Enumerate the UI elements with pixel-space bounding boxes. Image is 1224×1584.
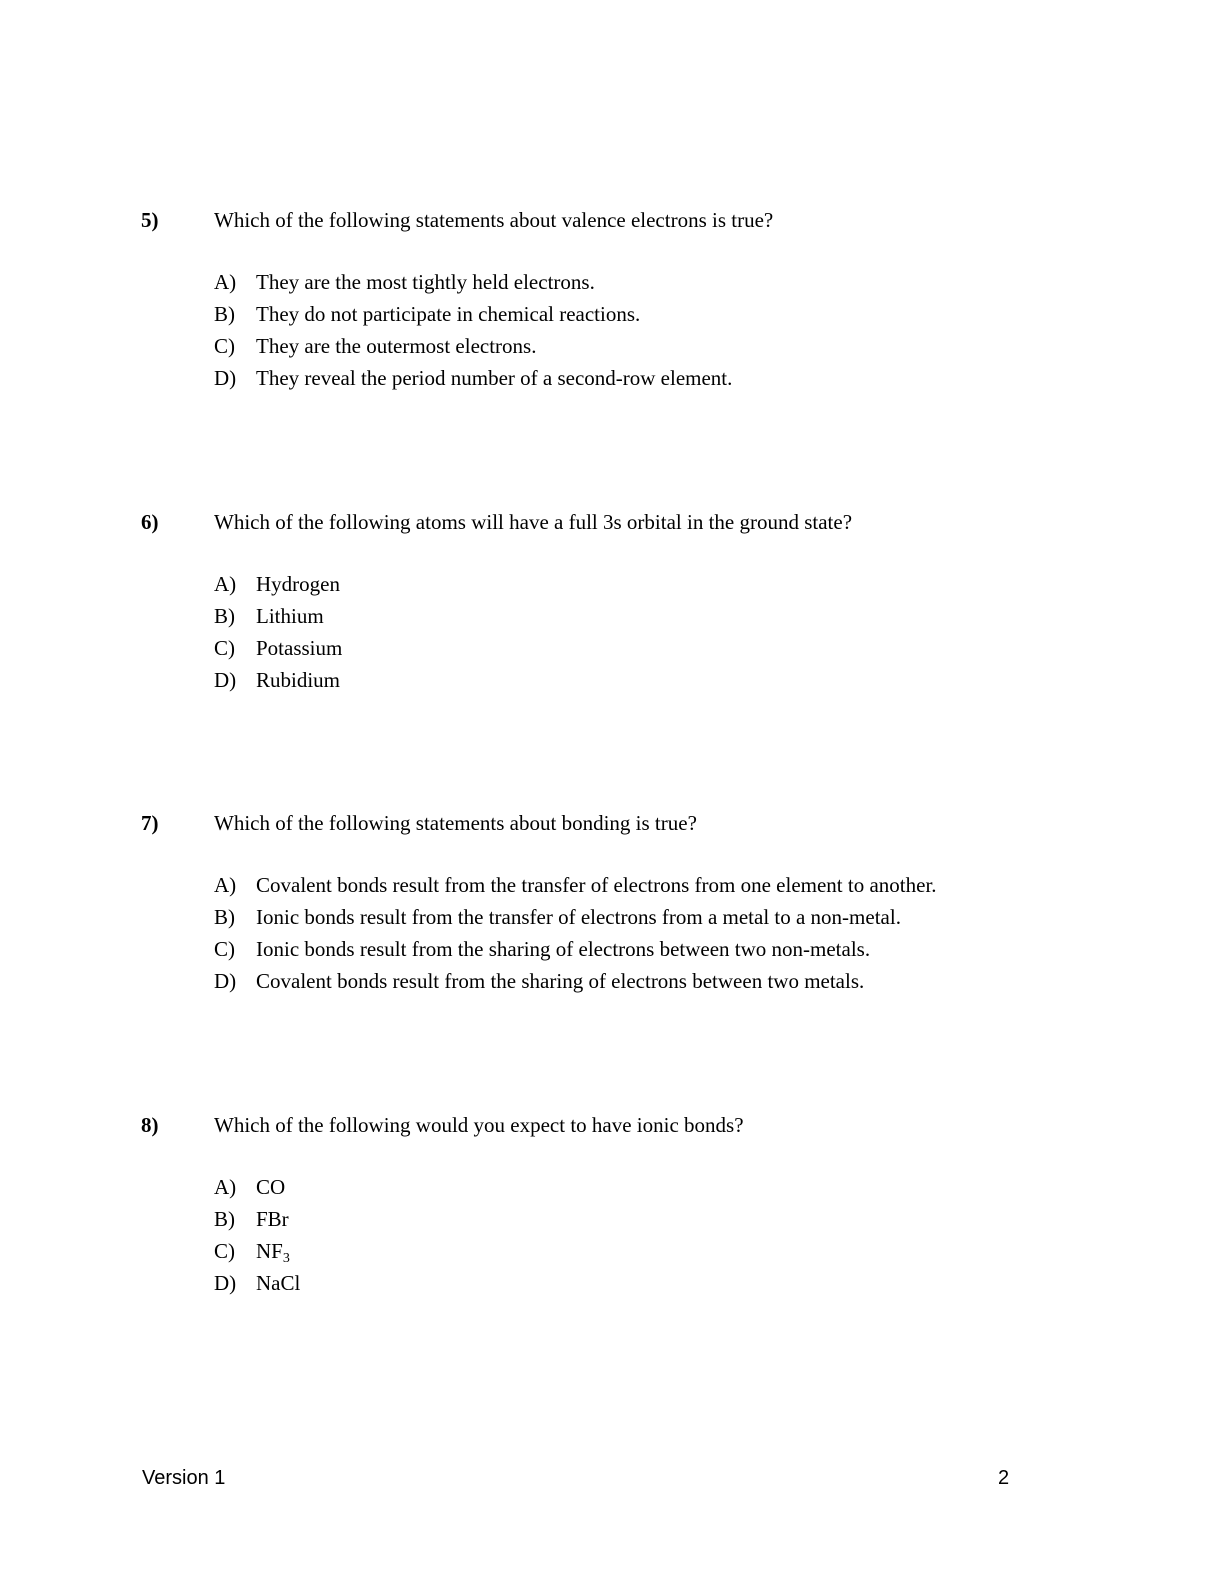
option-letter: B) [214, 1207, 235, 1231]
formula-subscript: 3 [282, 1251, 290, 1266]
question-text: Which of the following statements about bonding is true? [214, 811, 697, 835]
option-text: NaCl [256, 1271, 301, 1295]
option-letter: C) [214, 636, 235, 660]
question-number: 7) [141, 811, 159, 835]
question-text: Which of the following atoms will have a full 3s orbital in the ground state? [214, 510, 853, 534]
option-text: Covalent bonds result from the transfer of electrons from one element to another. [256, 873, 937, 897]
option-text: They are the outermost electrons. [256, 334, 537, 358]
question-number: 6) [141, 510, 159, 534]
option-letter: A) [214, 873, 237, 897]
option-text [256, 1239, 290, 1267]
option-letter: D) [214, 1271, 237, 1295]
option-text: Hydrogen [256, 572, 340, 596]
option-letter: C) [214, 334, 235, 358]
option-letter: A) [214, 572, 237, 596]
question-number: 5) [141, 208, 159, 232]
question-text: Which of the following would you expect to have ionic bonds? [214, 1113, 744, 1137]
option-text: Covalent bonds result from the sharing of electrons between two metals. [256, 969, 865, 993]
option-letter: A) [214, 270, 237, 294]
option-letter: D) [214, 366, 237, 390]
formula-base: NF [256, 1239, 283, 1263]
option-text: Lithium [256, 604, 324, 628]
option-text: They reveal the period number of a second-row element. [256, 366, 733, 390]
footer-version: Version 1 [142, 1467, 226, 1489]
option-letter: C) [214, 937, 235, 961]
option-letter: D) [214, 668, 237, 692]
option-letter: B) [214, 302, 235, 326]
option-text: Ionic bonds result from the transfer of electrons from a metal to a non-metal. [256, 905, 901, 929]
question-text: Which of the following statements about valence electrons is true? [214, 208, 774, 232]
option-text: FBr [256, 1207, 289, 1231]
option-text: Ionic bonds result from the sharing of electrons between two non-metals. [256, 937, 871, 961]
option-text: They do not participate in chemical reactions. [256, 302, 641, 326]
option-text: Rubidium [256, 668, 341, 692]
option-text: CO [256, 1175, 286, 1199]
option-letter: D) [214, 969, 237, 993]
question-number: 8) [141, 1113, 159, 1137]
option-text: They are the most tightly held electrons. [256, 270, 595, 294]
option-text: Potassium [256, 636, 343, 660]
footer-page-number: 2 [998, 1467, 1010, 1489]
option-letter: B) [214, 604, 235, 628]
option-letter: A) [214, 1175, 237, 1199]
option-letter: B) [214, 905, 235, 929]
option-letter: C) [214, 1239, 235, 1263]
